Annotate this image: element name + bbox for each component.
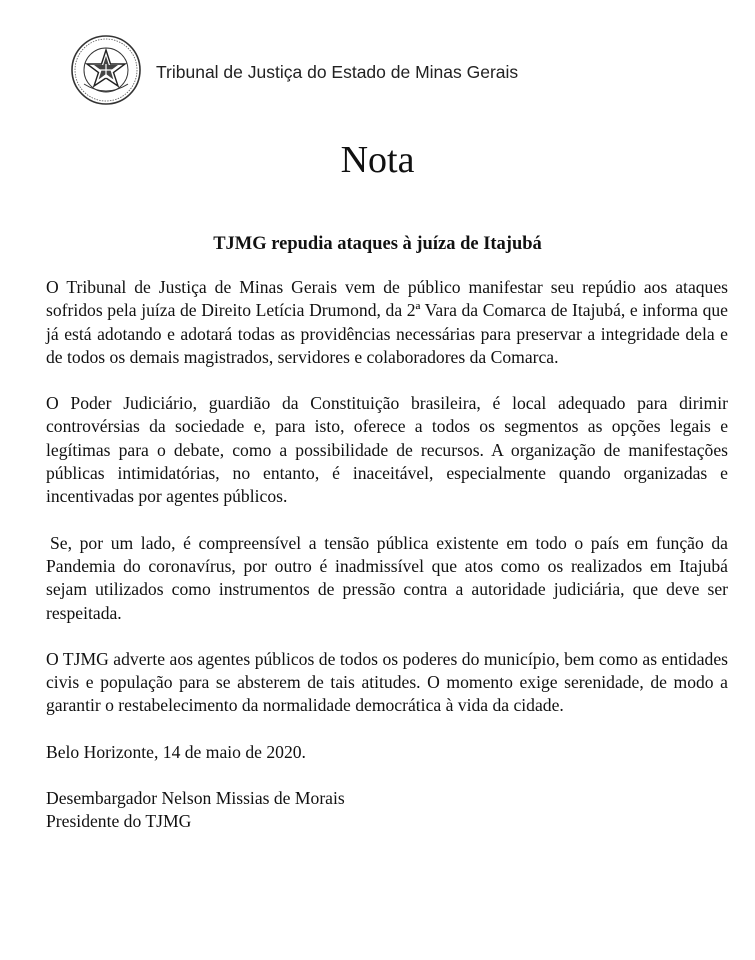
letterhead: [70, 34, 518, 106]
signature-role: Presidente do TJMG: [46, 811, 192, 832]
court-seal-icon: [70, 34, 142, 106]
note-body: [46, 276, 728, 834]
headline: TJMG repudia ataques à juíza de Itajubá: [213, 234, 542, 254]
paragraph: Se, por um lado, é compreensível a tensão pública existente em todo o país em função da Pandemia do coronavírus, por outro é inadmissível que atos como os realizados em Itajubá sejam utilizados como instrumentos de pressão contra a autoridade judiciária, que deve ser respeitada.: [46, 532, 728, 623]
page-title: Nota: [340, 139, 415, 181]
date-line: Belo Horizonte, 14 de maio de 2020.: [46, 741, 306, 762]
organization-name: Tribunal de Justiça do Estado de Minas Gerais: [156, 61, 519, 82]
paragraph: O Tribunal de Justiça de Minas Gerais vem de público manifestar seu repúdio aos ataques sofridos pela juíza de Direito Letícia Drumond, da 2ª Vara da Comarca de Itajubá, e informa que já está adotando e adotará todas as providências necessárias para preservar a integridade dela e de todos os demais magistrados, servidores e colaboradores da Comarca.: [46, 277, 728, 367]
paragraph: O TJMG adverte aos agentes públicos de todos os poderes do município, bem como as entidades civis e população para se absterem de tais atitudes. O momento exige serenidade, de modo a garantir o restabelecimento da normalidade democrática à vida da cidade.: [46, 648, 728, 716]
paragraph: O Poder Judiciário, guardião da Constituição brasileira, é local adequado para dirimir controvérsias da sociedade e, para isto, oferece a todos os segmentos as opções legais e legítimas para o debate, como a possibilidade de recursos. A organização de manifestações públicas intimidatórias, no entanto, é inaceitável, especialmente quando organizadas e incentivadas por agentes públicos.: [46, 393, 728, 507]
signature-name: Desembargador Nelson Missias de Morais: [46, 788, 345, 809]
